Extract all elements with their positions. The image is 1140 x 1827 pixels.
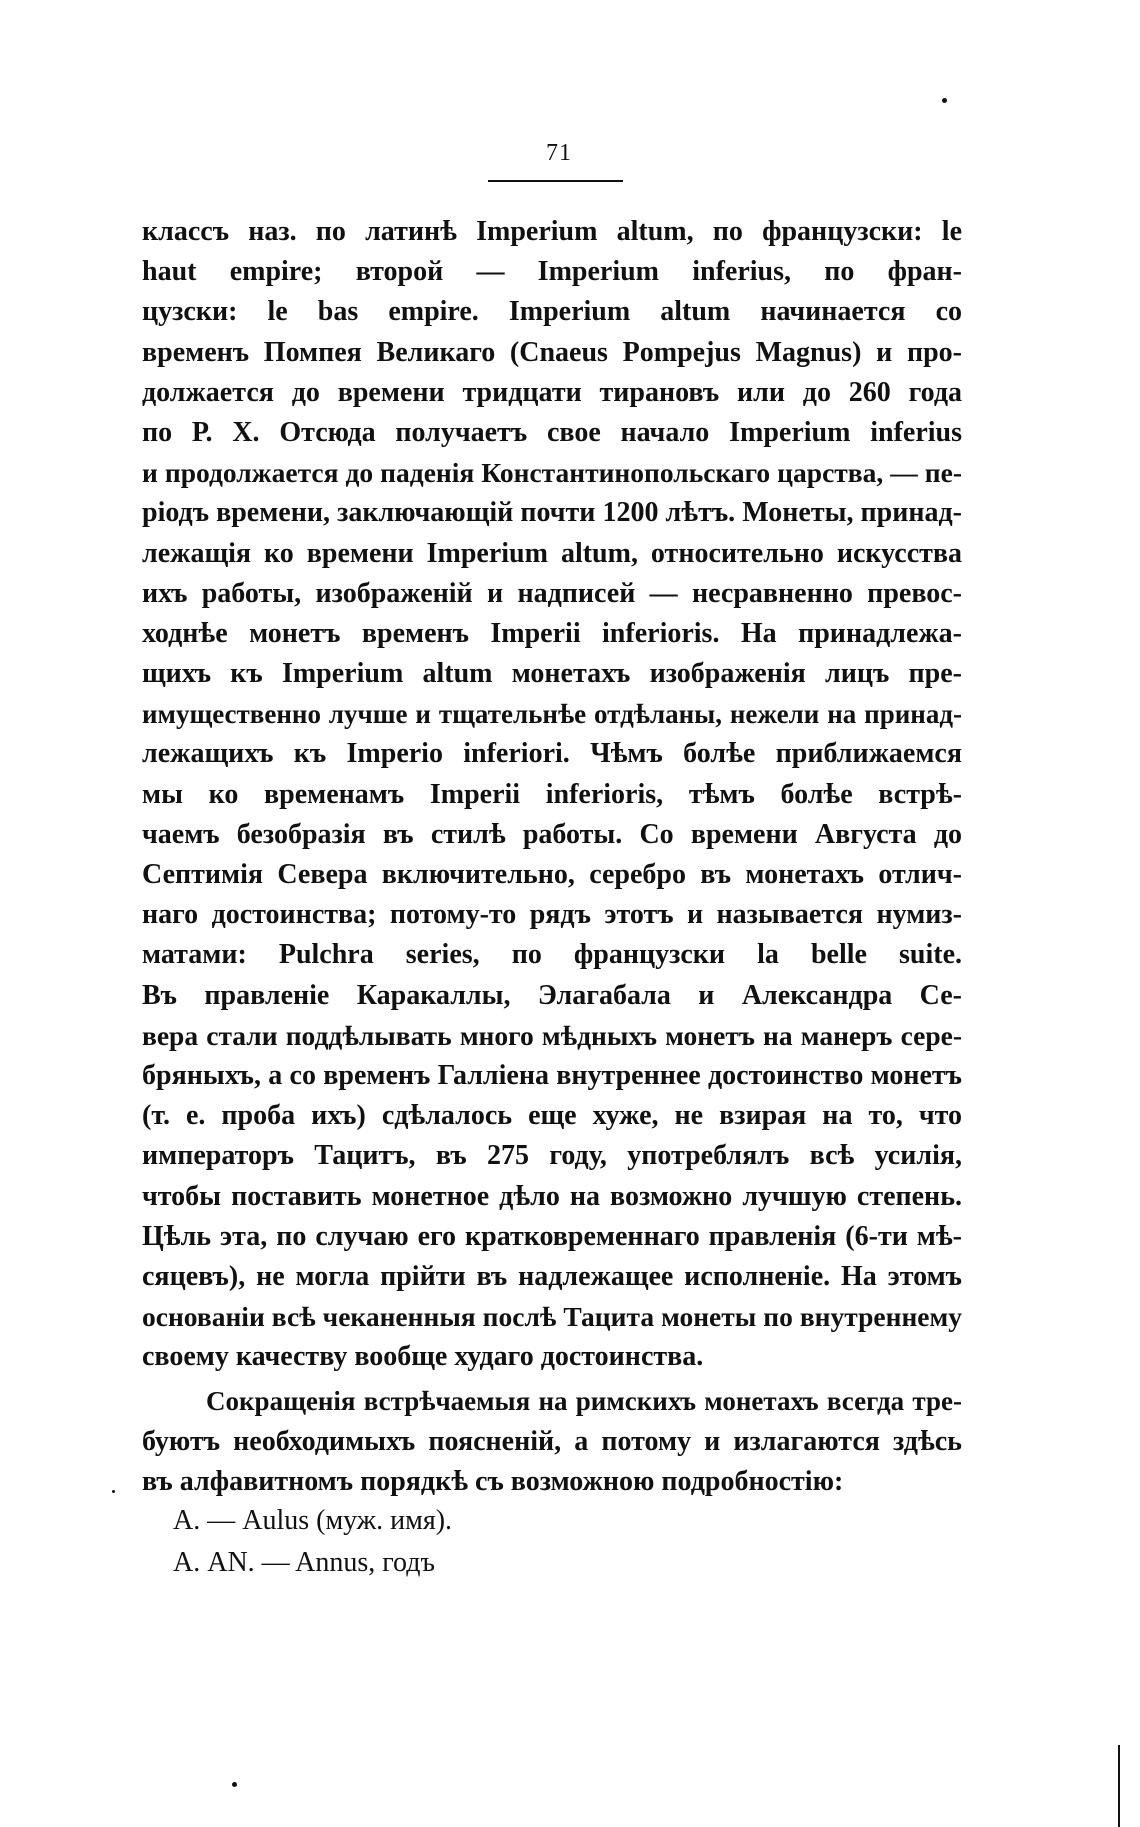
page-number-rule xyxy=(488,180,623,182)
text-line: лежащихъ къ Imperio inferiori. Чѣмъ болѣе приближаемся xyxy=(142,738,962,770)
text-line: имущественно лучше и тщательнѣе отдѣланы, нежели на принад- xyxy=(142,699,962,730)
text-line: лежащія ко времени Imperium altum, относительно искусства xyxy=(142,537,962,569)
text-line: чаемъ безобразія въ стилѣ работы. Со времени Августа до xyxy=(142,818,962,850)
text-line: сяцевъ), не могла прійти въ надлежащее исполненіе. На этомъ xyxy=(142,1260,962,1292)
page-number: 71 xyxy=(546,140,572,166)
text-line: по Р. Х. Отсюда получаетъ свое начало Imperium inferius xyxy=(142,416,962,448)
text-line: щихъ къ Imperium altum монетахъ изображенія лицъ пре- xyxy=(142,658,962,690)
print-speck xyxy=(112,1490,115,1493)
text-line: (т. е. проба ихъ) сдѣлалось еще хуже, не взирая на то, что xyxy=(142,1100,962,1132)
abbreviation-list xyxy=(173,1500,452,1584)
text-line: должается до времени тридцати тирановъ или до 260 года xyxy=(142,376,962,408)
print-speck xyxy=(942,98,947,103)
text-line: императоръ Тацитъ, въ 275 году, употреблялъ всѣ усилія, xyxy=(142,1140,962,1172)
text-line: бряныхъ, а со временъ Галліена внутреннее достоинство монетъ xyxy=(142,1059,962,1091)
text-line: ихъ работы, изображеній и надписей — несравненно превос- xyxy=(142,577,962,609)
text-line: буютъ необходимыхъ поясненій, а потому и излагаются здѣсь xyxy=(142,1425,962,1457)
text-line: мы ко временамъ Imperii inferioris, тѣмъ болѣе встрѣ- xyxy=(142,778,962,810)
text-line: классъ наз. по латинѣ Imperium altum, по французски: le xyxy=(142,216,962,247)
text-line: своему качеству вообще худаго достоинства. xyxy=(142,1341,704,1373)
text-line: и продолжается до паденія Константинопольскаго царства, — пе- xyxy=(142,457,962,489)
text-line: Цѣль эта, по случаю его кратковременнаго правленія (6-ти мѣ- xyxy=(142,1220,962,1252)
text-line: наго достоинства; потому-то рядъ этотъ и называется нумиз- xyxy=(142,899,962,931)
text-line: цузски: le bas empire. Imperium altum начинается со xyxy=(142,296,962,328)
text-line: вера стали поддѣлывать много мѣдныхъ монетъ на манеръ сере- xyxy=(142,1019,962,1051)
text-line: матами: Pulchra series, по французски la belle suite. xyxy=(142,939,962,971)
paragraph-2 xyxy=(142,1381,962,1502)
text-line: въ алфавитномъ порядкѣ съ возможною подробностію: xyxy=(142,1465,844,1497)
text-line: Сокращенія встрѣчаемыя на римскихъ монетахъ всегда тре- xyxy=(206,1386,962,1417)
text-line: Въ правленіе Каракаллы, Элагабала и Александра Се- xyxy=(142,979,962,1011)
scan-edge-line xyxy=(1118,1745,1120,1827)
text-line: ріодъ времени, заключающій почти 1200 лѣтъ. Монеты, принад- xyxy=(142,497,962,529)
body-text xyxy=(142,212,962,1502)
abbreviation-entry: А. — Aulus (муж. имя). xyxy=(173,1505,453,1536)
text-line: haut empire; второй — Imperium inferius, по фран- xyxy=(142,256,962,288)
text-line: основаніи всѣ чеканенныя послѣ Тацита монеты по внутреннему xyxy=(142,1301,962,1333)
text-line: временъ Помпея Великаго (Cnaeus Pompejus Magnus) и про- xyxy=(142,336,962,368)
abbreviation-entry: А. AN. — Annus, годъ xyxy=(173,1547,435,1578)
print-speck xyxy=(232,1782,237,1787)
text-line: ходнѣе монетъ временъ Imperii inferioris. На принадлежа- xyxy=(142,617,962,649)
text-line: чтобы поставить монетное дѣло на возможно лучшую степень. xyxy=(142,1180,962,1212)
text-line: Септимія Севера включительно, серебро въ монетахъ отлич- xyxy=(142,859,962,890)
paragraph-1 xyxy=(142,212,962,1377)
